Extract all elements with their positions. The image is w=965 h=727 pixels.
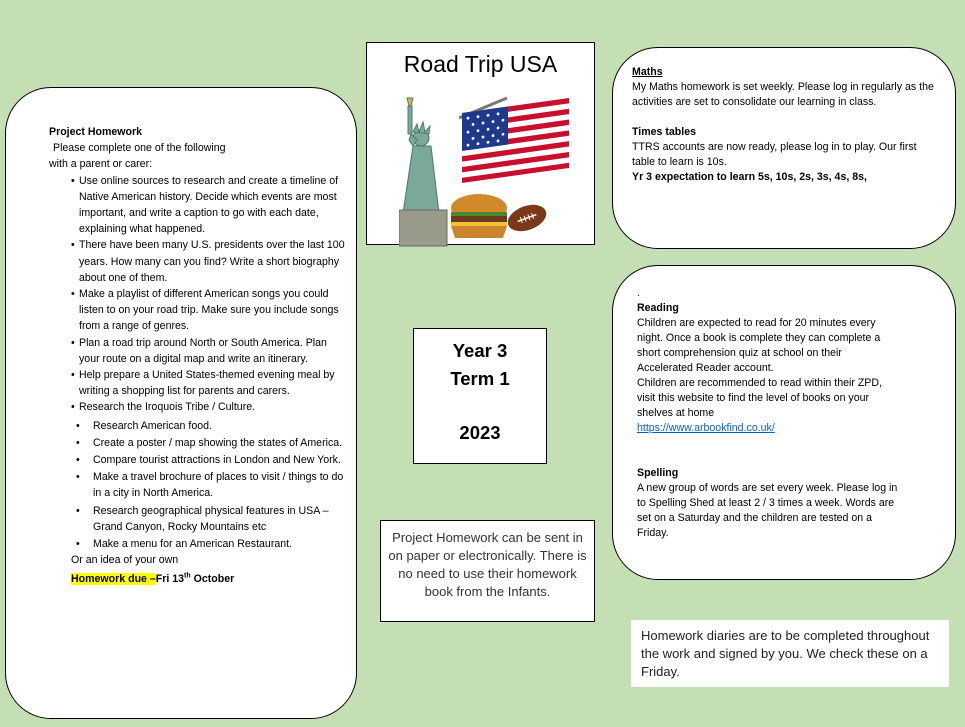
reading-text: Children are expected to read for 20 minutes every night. Once a book is complete they can complete a short comprehension quiz at school on their Accelerated Reader account. bbox=[637, 317, 881, 374]
stray-dot: . bbox=[637, 287, 640, 299]
maths-heading: Maths bbox=[632, 66, 663, 78]
maths-panel bbox=[612, 47, 956, 249]
own-idea-text: Or an idea of your own bbox=[71, 554, 179, 567]
reading-heading: Reading bbox=[637, 302, 679, 314]
homework-diaries-box bbox=[631, 620, 949, 687]
project-homework-panel bbox=[5, 87, 357, 719]
submission-note-box bbox=[380, 520, 595, 622]
spelling-text: A new group of words are set every week. Please log in to Spelling Shed at least 2 / 3 times a week. Words are set on a Saturday and the children are tested on a Friday. bbox=[637, 482, 898, 539]
project-intro-2: with a parent or carer: bbox=[49, 158, 153, 171]
reading-zpd-text: Children are recommended to read within their ZPD, visit this website to find the level of books on your shelves at home bbox=[637, 377, 882, 419]
title-box bbox=[366, 42, 595, 245]
project-intro: Please complete one of the following bbox=[53, 142, 226, 155]
term-label: Term 1 bbox=[450, 368, 510, 389]
year-term-box bbox=[413, 328, 547, 464]
project-task: • Research the Iroquois Tribe / Culture. bbox=[49, 399, 349, 415]
arbookfind-link[interactable]: https://www.arbookfind.co.uk/ bbox=[637, 422, 775, 434]
due-label: Homework due – bbox=[71, 573, 156, 586]
due-date: Fri 13th October bbox=[155, 572, 235, 586]
submission-note-text: Project Homework can be sent in on paper or electronically. There is no need to use their homework book from the Infants. bbox=[388, 530, 587, 599]
project-task-wide: • Make a travel brochure of places to visit / things to do in a city in North America. bbox=[49, 469, 349, 501]
reading-spelling-panel bbox=[612, 265, 956, 580]
project-task: • Help prepare a United States-themed evening meal by writing a shopping list for parents and carers. bbox=[49, 367, 349, 399]
project-task: • Use online sources to research and create a timeline of Native American history. Decide which events are most important, and write a caption to go with each date, explaining what happened. bbox=[49, 173, 349, 238]
road-trip-image bbox=[399, 88, 569, 248]
homework-due bbox=[49, 568, 349, 587]
project-task: • Make a playlist of different American songs you could listen to on your road trip. Make sure you include songs from a range of genres. bbox=[49, 286, 349, 335]
project-task: • There have been many U.S. presidents over the last 100 years. How many can you find? Write a short biography about one of them. bbox=[49, 237, 349, 286]
homework-diaries-text: Homework diaries are to be completed throughout the work and signed by you. We check these on a Friday. bbox=[641, 628, 930, 679]
times-tables-expectation: Yr 3 expectation to learn 5s, 10s, 2s, 3s, 4s, 8s, bbox=[632, 171, 867, 183]
project-task-wide: • Research American food. bbox=[49, 418, 349, 434]
times-tables-text: TTRS accounts are now ready, please log in to play. Our first table to learn is 10s. bbox=[632, 141, 917, 168]
page-title: Road Trip USA bbox=[403, 51, 558, 77]
project-task-wide: • Create a poster / map showing the states of America. bbox=[49, 435, 349, 451]
times-tables-heading: Times tables bbox=[632, 126, 696, 138]
project-task-wide: • Research geographical physical features in USA – Grand Canyon, Rocky Mountains etc bbox=[49, 503, 349, 535]
project-task: • Plan a road trip around North or South America. Plan your route on a digital map and write an itinerary. bbox=[49, 335, 349, 367]
spelling-heading: Spelling bbox=[637, 467, 679, 479]
year-number: 2023 bbox=[459, 422, 501, 443]
year-label: Year 3 bbox=[452, 340, 508, 361]
maths-text: My Maths homework is set weekly. Please log in regularly as the activities are set to consolidate our learning in class. bbox=[632, 81, 934, 108]
project-task-wide: • Make a menu for an American Restaurant. bbox=[49, 536, 349, 552]
project-task-wide: • Compare tourist attractions in London and New York. bbox=[49, 452, 349, 468]
project-heading: Project Homework bbox=[49, 126, 143, 138]
